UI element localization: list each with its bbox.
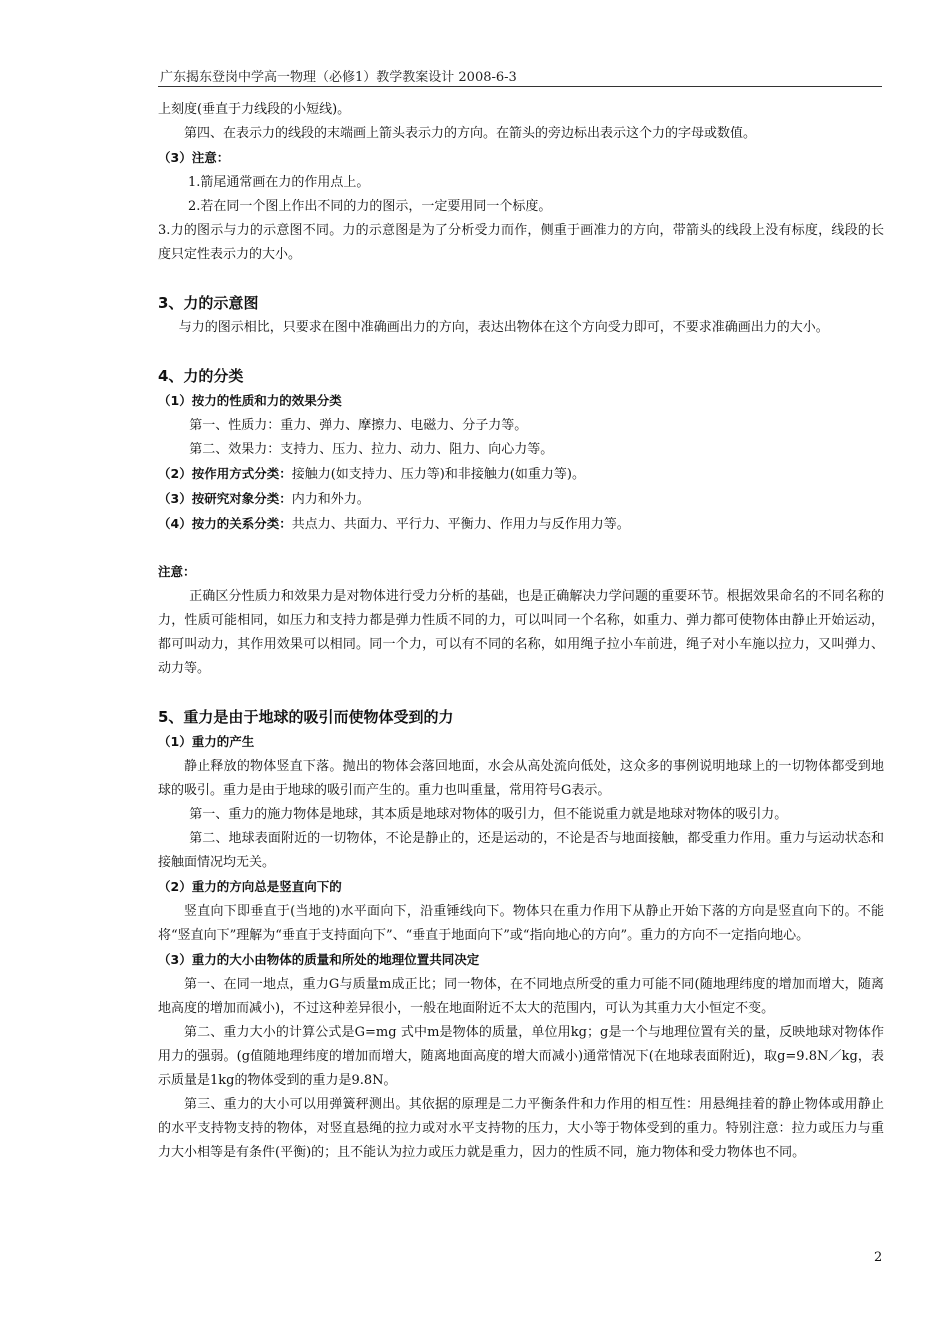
section-4-2-text: 接触力(如支持力、压力等)和非接触力(如重力等)。 (291, 467, 585, 482)
note-paragraph: 正确区分性质力和效果力是对物体进行受力分析的基础，也是正确解决力学问题的重要环节。根据效果命名的不同名称的力，性质可能相同，如压力和支持力都是弹力性质不同的力，可以叫同一个名称，如重力、弹力都可使物体由静止开始运动，都可叫动力，其作用效果可以相同。同一个力，可以有不同的名称，如用绳子拉小车前进，绳子对小车施以拉力，又叫弹力、动力等。 (158, 589, 884, 676)
section-5-1-heading: （1）重力的产生 (158, 734, 255, 749)
document-body (158, 98, 884, 1165)
note-item-1: 1.箭尾通常画在力的作用点上。 (188, 175, 370, 190)
section-4-3-label: （3）按研究对象分类： (158, 491, 292, 506)
page-number: 2 (874, 1250, 883, 1265)
section-4-4-text: 共点力、共面力、平行力、平衡力、作用力与反作用力等。 (291, 517, 630, 532)
paragraph-continuation: 上刻度(垂直于力线段的小短线)。 (158, 102, 351, 117)
header-rule (158, 86, 882, 87)
section-5-3-p1: 第一、在同一地点，重力G与质量m成正比；同一物体，在不同地点所受的重力可能不同(随地理纬度的增加而增大，随离地高度的增加而减小)，不过这种差异很小，一般在地面附近不太大的范围内，可认为其重力大小恒定不变。 (158, 977, 884, 1016)
section-3-heading: 3、力的示意图 (158, 294, 259, 312)
section-4-2-label: （2）按作用方式分类： (158, 466, 292, 481)
note-item-3: 3.力的图示与力的示意图不同。力的示意图是为了分析受力而作，侧重于画准力的方向，带箭头的线段上没有标度，线段的长度只定性表示力的大小。 (158, 223, 884, 262)
note-3-heading: （3）注意： (158, 150, 230, 165)
section-5-2-heading: （2）重力的方向总是竖直向下的 (158, 879, 342, 894)
section-3-text: 与力的图示相比，只要求在图中准确画出力的方向，表达出物体在这个方向受力即可，不要求准确画出力的大小。 (178, 320, 829, 335)
section-5-2-p1: 竖直向下即垂直于(当地的)水平面向下，沿重锤线向下。物体只在重力作用下从静止开始下落的方向是竖直向下的。不能将“竖直向下”理解为“垂直于支持面向下”、“垂直于地面向下”或“指向地心的方向”。重力的方向不一定指向地心。 (158, 904, 884, 943)
paragraph-step-four: 第四、在表示力的线段的末端画上箭头表示力的方向。在箭头的旁边标出表示这个力的字母或数值。 (184, 126, 757, 141)
section-4-1-b: 第二、效果力：支持力、压力、拉力、动力、阻力、向心力等。 (189, 442, 554, 457)
section-4-heading: 4、力的分类 (158, 367, 244, 385)
section-5-3-p2: 第二、重力大小的计算公式是G=mg 式中m是物体的质量，单位用kg；g是一个与地理位置有关的量，反映地球对物体作用力的强弱。(g值随地理纬度的增加而增大，随离地面高度的增大而减小)通常情况下(在地球表面附近)，取g=9.8N／kg，表示质量是1kg的物体受到的重力是9.8N。 (158, 1025, 884, 1088)
section-4-1-heading: （1）按力的性质和力的效果分类 (158, 393, 342, 408)
section-5-1-p2: 第一、重力的施力物体是地球，其本质是地球对物体的吸引力，但不能说重力就是地球对物体的吸引力。 (189, 807, 788, 822)
section-4-1-a: 第一、性质力：重力、弹力、摩擦力、电磁力、分子力等。 (189, 418, 528, 433)
section-5-3-p3: 第三、重力的大小可以用弹簧秤测出。其依据的原理是二力平衡条件和力作用的相互性：用悬绳挂着的静止物体或用静止的水平支持物支持的物体，对竖直悬绳的拉力或对水平支持物的压力，大小等于物体受到的重力。特别注意：拉力或压力与重力大小相等是有条件(平衡)的；且不能认为拉力或压力就是重力，因力的性质不同，施力物体和受力物体也不同。 (158, 1097, 884, 1160)
section-4-3-text: 内力和外力。 (291, 492, 370, 507)
section-5-1-p3: 第二、地球表面附近的一切物体，不论是静止的，还是运动的，不论是否与地面接触，都受重力作用。重力与运动状态和接触面情况均无关。 (158, 831, 884, 870)
section-5-3-heading: （3）重力的大小由物体的质量和所处的地理位置共同决定 (158, 952, 480, 967)
section-4-4-label: （4）按力的关系分类： (158, 516, 292, 531)
note-item-2: 2.若在同一个图上作出不同的力的图示，一定要用同一个标度。 (188, 199, 552, 214)
page-header: 广东揭东登岗中学高一物理（必修1）教学教案设计 2008-6-3 (160, 70, 517, 85)
note-heading: 注意： (158, 564, 196, 579)
section-5-1-p1: 静止释放的物体竖直下落。抛出的物体会落回地面，水会从高处流向低处，这众多的事例说明地球上的一切物体都受到地球的吸引。重力是由于地球的吸引而产生的。重力也叫重量，常用符号G表示。 (158, 759, 884, 798)
section-5-heading: 5、重力是由于地球的吸引而使物体受到的力 (158, 708, 454, 726)
